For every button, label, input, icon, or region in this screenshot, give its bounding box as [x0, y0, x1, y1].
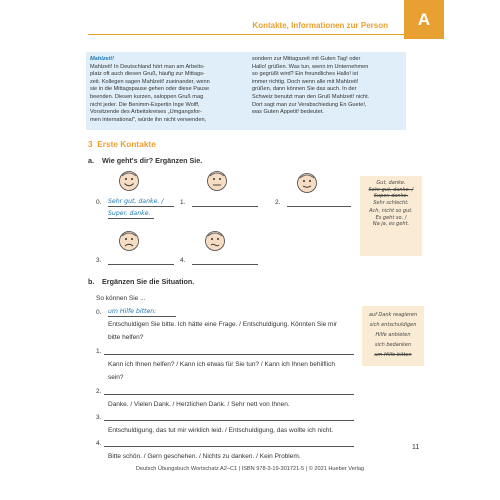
example-phrase: Kann ich Ihnen helfen? / Kann ich etwas für Sie tun? / Kann ich Ihnen behilflich — [108, 361, 335, 368]
answer-input-line[interactable] — [104, 446, 354, 447]
example-phrase: Danke. / Vielen Dank. / Herzlichen Dank. / Sehr nett von Ihnen. — [108, 401, 290, 408]
answer-input-line[interactable] — [104, 420, 354, 421]
answer-line — [108, 218, 154, 219]
handwritten-answer: Sehr gut, danke. / — [108, 198, 164, 205]
answer-input-line[interactable] — [108, 264, 174, 265]
info-line: Vorsitzende des Arbeitskreises „Umgangsfor- — [90, 109, 202, 116]
info-line: Mahlzeit! In Deutschland hört man am Arbeits- — [90, 63, 205, 70]
word-box-a — [360, 176, 422, 256]
item-number: 2. — [96, 388, 102, 395]
info-line: Dort sagt man zur Verabschiedung En Guete!, — [252, 101, 367, 108]
chapter-tab: A — [404, 0, 444, 39]
answer-number: 0. — [96, 199, 102, 206]
info-line: Schweiz benutzt man den Gruß Mahlzeit! nicht. — [252, 93, 370, 100]
info-column-left — [90, 56, 242, 124]
example-phrase: Entschuldigen Sie bitte. Ich hätte eine Frage. / Entschuldigung. Könnten Sie mir — [108, 321, 338, 328]
answer-input-line[interactable] — [104, 354, 354, 355]
item-number: 1. — [96, 348, 102, 355]
word-item-used: Super, danke. — [373, 193, 409, 200]
word-item-used: Sehr gut, danke. / — [368, 187, 414, 194]
word-item: Gut, danke. — [376, 180, 406, 186]
section-title: Erste Kontakte — [97, 139, 156, 149]
section-heading — [88, 139, 156, 149]
word-item: sich entschuldigen — [369, 322, 417, 328]
running-header-title: Kontakte, Informationen zur Person — [252, 21, 388, 30]
section-number: 3 — [88, 139, 93, 149]
word-box-b — [362, 306, 424, 366]
task-a-heading — [88, 156, 202, 165]
info-line: immer richtig. Doch wenn alle mit Mahlzeit! — [252, 78, 359, 85]
example-phrase: Entschuldigung, das tut mir wirklich leid. / Entschuldigung, das wollte ich nicht. — [108, 427, 334, 434]
page-number: 11 — [412, 444, 420, 451]
answer-input-line[interactable] — [192, 264, 258, 265]
answer-number: 3. — [96, 257, 102, 264]
face-smiling-icon — [296, 172, 318, 194]
word-item: auf Dank reagieren — [368, 312, 418, 318]
answer-number: 4. — [180, 257, 186, 264]
word-item: Hilfe anbieten — [375, 332, 411, 338]
face-neutral-icon — [206, 170, 228, 192]
answer-number: 1. — [180, 199, 186, 206]
info-column-right — [252, 56, 408, 117]
info-line: beenden. Diesen kurzen, saloppen Gruß mag — [90, 93, 204, 100]
face-happy-icon — [118, 170, 140, 192]
answer-input-line[interactable] — [104, 394, 354, 395]
word-item: Ach, nicht so gut. — [369, 207, 413, 214]
example-phrase: Bitte schön. / Gern geschehen. / Nichts zu danken. / Kein Problem. — [108, 453, 301, 460]
handwritten-answer: um Hilfe bitten: — [108, 308, 157, 315]
word-item: Es geht so. / — [375, 215, 407, 222]
task-letter: b. — [88, 277, 95, 286]
info-line: zeit. Kollegen sagen Mahlzeit! zueinander, wenn — [90, 78, 210, 85]
task-instruction: Ergänzen Sie die Situation. — [102, 277, 195, 286]
info-line: platz oft auch diesen Gruß, häufig zur Mittags- — [90, 71, 205, 78]
info-line: sondern zur Mittagszeit mit Guten Tag! oder — [252, 56, 361, 62]
info-line: was Guten Appetit! bedeutet. — [252, 109, 324, 116]
word-item: Na ja, es geht. — [372, 221, 410, 228]
info-line: grüßen, dann können Sie das auch. In der — [252, 86, 357, 93]
info-line: so gegrüßt wird? Ein freundliches Hallo! ist — [252, 71, 359, 78]
face-unsure-icon — [204, 230, 226, 252]
item-number: 3. — [96, 414, 102, 421]
answer-input-line[interactable] — [287, 206, 351, 207]
info-line: men international", würde ihn nicht verwenden, — [90, 116, 207, 123]
task-letter: a. — [88, 156, 94, 165]
word-item: Sehr schlecht. — [373, 200, 409, 207]
task-b-heading — [88, 277, 194, 286]
item-number: 0. — [96, 309, 102, 316]
header-rule — [88, 34, 410, 35]
answer-number: 2. — [275, 199, 281, 206]
example-phrase: bitte helfen? — [108, 334, 144, 341]
task-instruction: Wie geht's dir? Ergänzen Sie. — [102, 156, 203, 165]
face-sad-icon — [118, 230, 140, 252]
handwritten-answer: Super, danke. — [108, 210, 151, 217]
info-line: sie in die Mittagspause gehen oder diese Pause — [90, 86, 210, 93]
word-item: sich bedanken — [374, 342, 412, 348]
task-intro: So können Sie ... — [96, 295, 146, 302]
info-line: nicht jeder. Die Benimm-Expertin Inge Wolff, — [90, 101, 200, 108]
answer-input-line[interactable] — [192, 206, 258, 207]
example-phrase: sein? — [108, 374, 124, 381]
word-item-used: um Hilfe bitten — [374, 352, 412, 358]
item-number: 4. — [96, 440, 102, 447]
footer-text: Deutsch Übungsbuch Wortschatz A2–C1 | ISBN 978-3-19-301721-5 | © 2021 Hueber Verlag — [135, 466, 365, 472]
answer-line — [108, 316, 176, 317]
info-heading: Mahlzeit! — [90, 56, 114, 62]
info-line: Hallo! grüßen. Was tun, wenn im Unternehmen — [252, 63, 369, 70]
answer-line — [108, 206, 174, 207]
